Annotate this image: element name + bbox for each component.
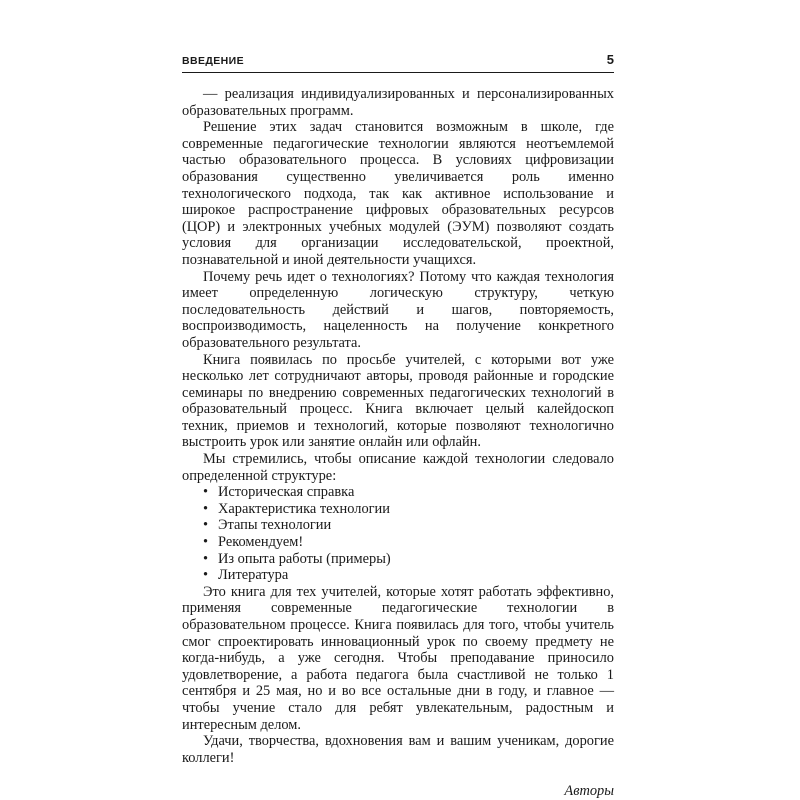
bullet-icon: • xyxy=(203,500,209,517)
page-body xyxy=(182,86,614,800)
paragraph-list-item-continuation: — реализация индивидуализированных и персонализированных образовательных программ. xyxy=(182,86,614,119)
list-item-label: Рекомендуем! xyxy=(218,534,304,551)
list-item xyxy=(182,534,614,551)
running-header xyxy=(182,52,614,73)
paragraph-book-purpose: Это книга для тех учителей, которые хотят работать эффективно, применяя современные педагогические технологии в образовательном процессе. Книга появилась для того, чтобы учитель смог спроектировать инновационный урок по своему предмету не когда-нибудь, а уже сегодня. Чтобы преподавание приносило удовлетворение, а работа педагога была счастливой не только 1 сентября и 25 мая, но и во все остальные дни в году, и главное — чтобы учение стало для ребят увлекательным, радостным и интересным делом. xyxy=(182,583,614,733)
bullet-icon: • xyxy=(203,550,209,567)
list-item xyxy=(182,517,614,534)
list-item-label: Из опыта работы (примеры) xyxy=(218,550,391,567)
signature-authors: Авторы xyxy=(564,783,614,800)
bullet-icon: • xyxy=(203,567,209,584)
list-item-label: Этапы технологии xyxy=(218,517,332,534)
paragraph-digitalization: Решение этих задач становится возможным в школе, где современные педагогические технологии являются неотъемлемой частью образовательного процесса. В условиях цифровизации образования существенно увеличивается роль именно технологического подхода, так как активное использование и широкое распространение цифровых образовательных ресурсов (ЦОР) и электронных учебных модулей (ЭУМ) позволяют создать условия для организации исследовательской, проектной, познавательной и иной деятельности учащихся. xyxy=(182,119,614,268)
list-item xyxy=(182,551,614,568)
paragraph-why-technologies: Почему речь идет о технологиях? Потому что каждая технология имеет определенную логическую структуру, четкую последовательность действий и шагов, повторяемость, воспроизводимость, нацеленность на получение конкретного образовательного результата. xyxy=(182,268,614,351)
structure-list xyxy=(182,484,614,584)
bullet-icon: • xyxy=(203,484,209,501)
list-item-label: Историческая справка xyxy=(218,484,355,501)
bullet-icon: • xyxy=(203,517,209,534)
section-title: ВВЕДЕНИЕ xyxy=(182,55,244,67)
paragraph-book-origin: Книга появилась по просьбе учителей, с которыми вот уже несколько лет сотрудничают авторы, проводя районные и городские семинары по внедрению современных педагогических технологий в образовательный процесс. Книга включает целый калейдоскоп техник, приемов и технологий, которые позволяют технологично выстроить урок или занятие онлайн или офлайн. xyxy=(182,351,614,451)
paragraph-structure-intro: Мы стремились, чтобы описание каждой технологии следовало определенной структуре: xyxy=(182,451,614,484)
bullet-icon: • xyxy=(203,534,209,551)
list-item xyxy=(182,484,614,501)
list-item xyxy=(182,567,614,584)
list-item xyxy=(182,501,614,518)
paragraph-wishes: Удачи, творчества, вдохновения вам и вашим ученикам, дорогие коллеги! xyxy=(182,733,614,766)
page-number: 5 xyxy=(606,52,614,67)
book-page xyxy=(182,52,614,800)
list-item-label: Литература xyxy=(218,567,289,584)
list-item-label: Характеристика технологии xyxy=(218,500,390,517)
